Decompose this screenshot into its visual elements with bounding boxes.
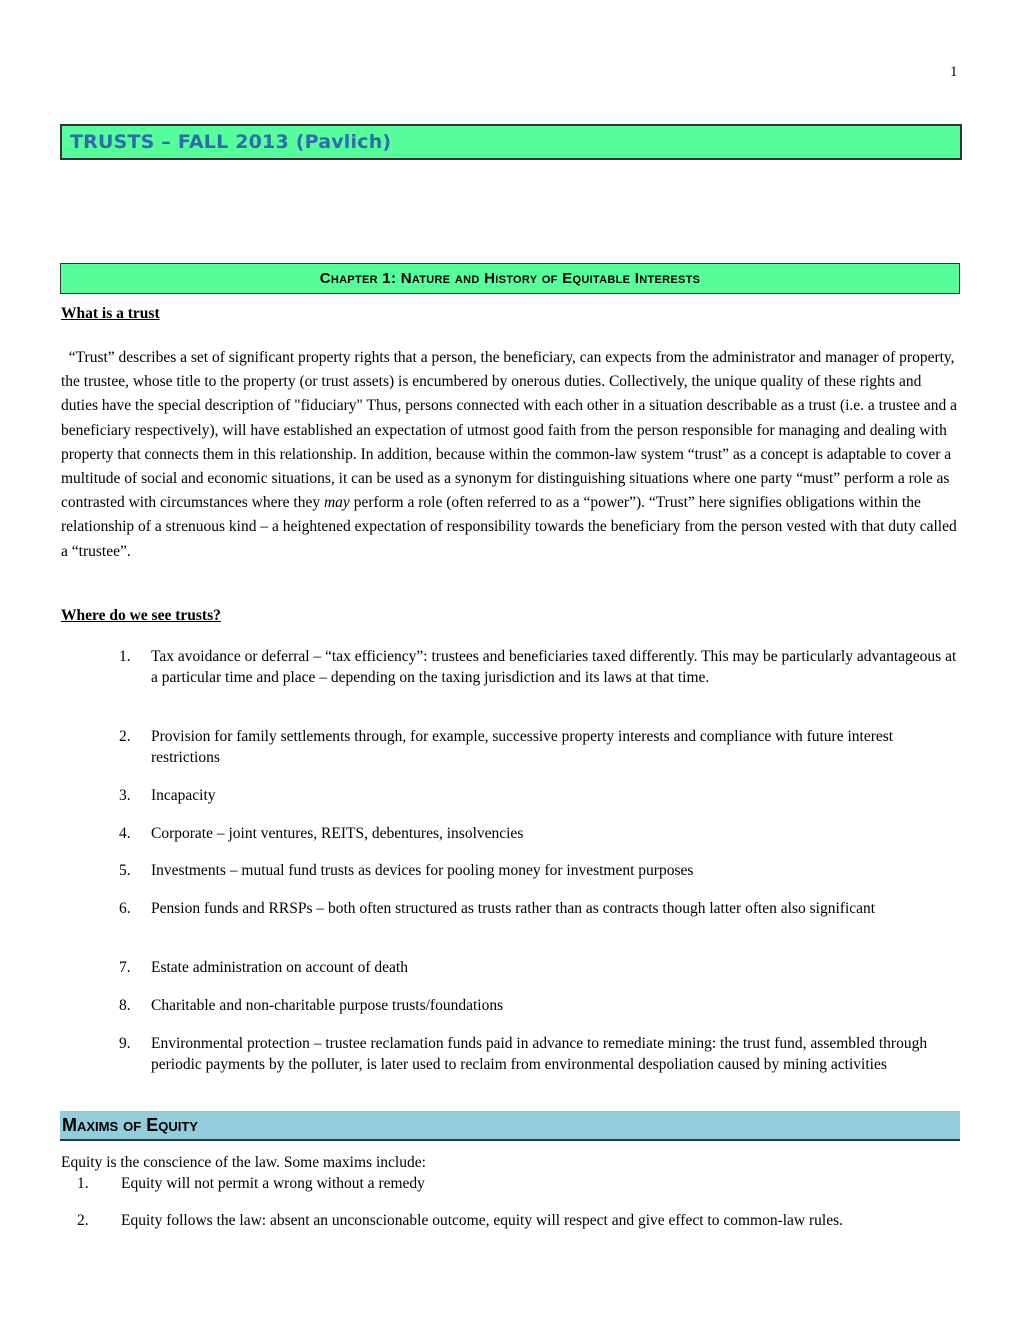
maxims-intro: Equity is the conscience of the law. Some maxims include: <box>61 1154 426 1171</box>
where-trusts-heading: Where do we see trusts? <box>61 607 221 624</box>
maxims-heading-banner <box>60 1111 960 1141</box>
trust-paragraph-part-b: perform a role (often referred to as a “power”). “Trust” here signifies obligations within the relationship of a strenuous kind – a heightened expectation of responsibility towards the beneficiary from the person vested with that duty called a “trustee”. <box>61 494 957 560</box>
trust-paragraph-emphasis: may <box>323 494 350 512</box>
page-number: 1 <box>950 64 958 80</box>
trust-definition-paragraph <box>61 346 961 564</box>
chapter-heading: Chapter 1: Nature and History of Equitable Interests <box>319 270 701 287</box>
document-title: TRUSTS – FALL 2013 (Pavlich) <box>70 131 392 153</box>
maxims-heading: Maxims of Equity <box>62 1115 198 1135</box>
document-title-banner <box>60 124 962 160</box>
what-is-trust-heading: What is a trust <box>61 305 160 322</box>
chapter-heading-banner <box>60 263 960 294</box>
trust-paragraph-part-a: “Trust” describes a set of significant property rights that a person, the beneficiary, can expects from the administrator and manager of property, the trustee, whose title to the property (or trust assets) is encumbered by onerous duties. Collectively, the unique quality of these rights and duties have the special description of "fiduciary" Thus, persons connected with each other in a situation describable as a trust (i.e. a trustee and a beneficiary respectively), will have established an expectation of utmost good faith from the person responsible for managing and dealing with property that connects them in this relationship. In addition, because within the common-law system “trust” as a concept is adaptable to cover a multitude of social and economic situations, it can be used as a synonym for distinguishing situations where one party “must” perform a role as contrasted with circumstances where they <box>61 349 958 512</box>
